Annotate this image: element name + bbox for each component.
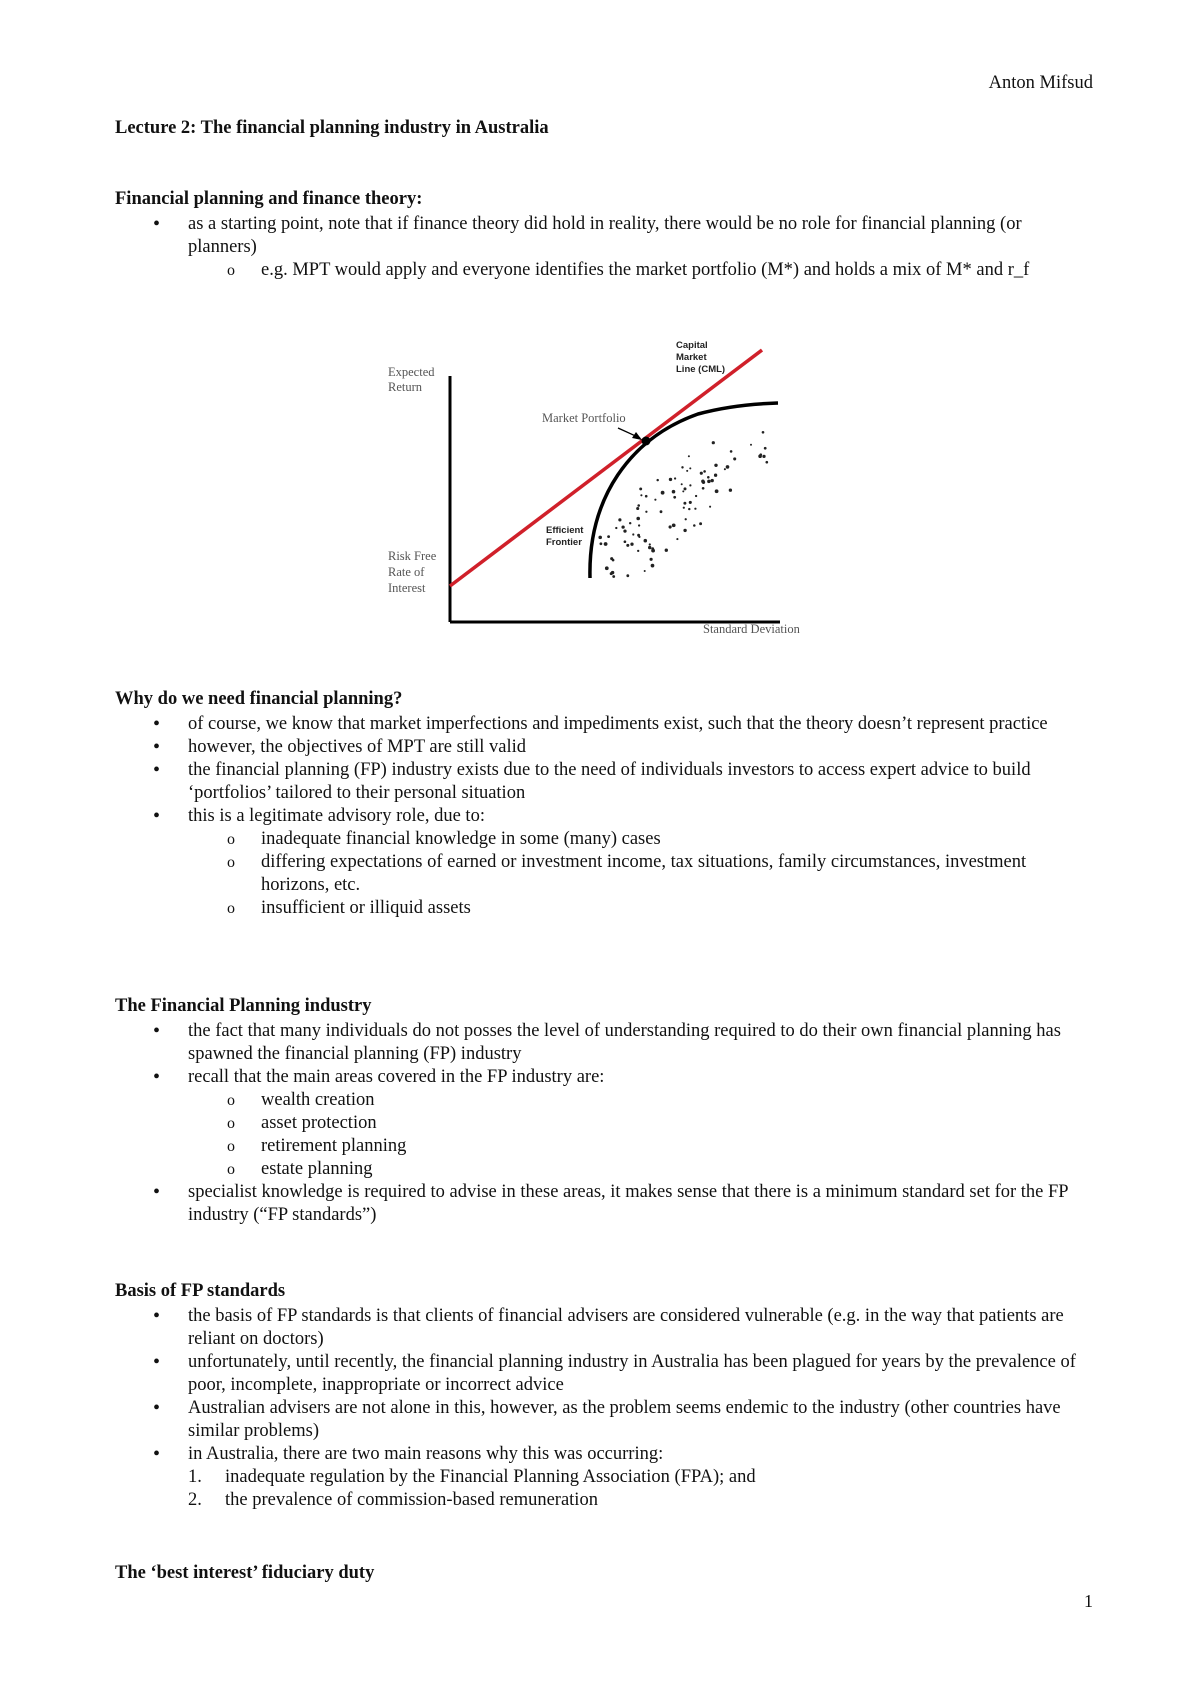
- item-number: 2.: [188, 1490, 202, 1510]
- portfolio-dot: [701, 480, 705, 484]
- portfolio-dot: [604, 542, 608, 546]
- bullet-item: • specialist knowledge is required to advise in these areas, it makes sense that there is a minimum standard set for the FP industry (“FP standards”): [115, 1181, 1090, 1227]
- portfolio-dot: [765, 461, 768, 464]
- bullet-item: • of course, we know that market imperfections and impediments exist, such that the theory doesn’t represent practice: [115, 713, 1090, 736]
- portfolio-dot: [639, 487, 642, 490]
- portfolio-dot: [637, 504, 640, 507]
- portfolio-dot: [626, 574, 629, 577]
- portfolio-dot: [688, 508, 690, 510]
- risk-free-label-line1: Risk Free: [388, 549, 437, 563]
- sub-bullet-item: o insufficient or illiquid assets: [115, 897, 1090, 920]
- portfolio-dot: [623, 529, 626, 532]
- portfolio-dot: [700, 472, 703, 475]
- portfolio-dot: [762, 455, 765, 458]
- portfolio-dot: [605, 566, 609, 570]
- portfolio-dot: [612, 575, 615, 578]
- portfolio-dot: [689, 501, 692, 504]
- portfolio-dot: [624, 540, 627, 543]
- y-axis-label-line2: Return: [388, 380, 423, 394]
- numbered-item: [115, 1489, 1090, 1512]
- section-heading: The ‘best interest’ fiduciary duty: [115, 1563, 375, 1583]
- section-basis-fp-standards: [115, 1280, 1090, 1512]
- portfolio-dot: [711, 479, 714, 482]
- section-heading: Why do we need financial planning?: [115, 689, 403, 709]
- portfolio-dot: [685, 518, 687, 520]
- portfolio-dot: [750, 444, 752, 446]
- bullet-item: • in Australia, there are two main reasons why this was occurring:: [115, 1443, 1090, 1466]
- bullet-item: • unfortunately, until recently, the financial planning industry in Australia has been plagued for years by the prevalence of poor, incomplete, inappropriate or incorrect advice: [115, 1351, 1090, 1397]
- portfolio-dot: [637, 550, 639, 552]
- portfolio-dot: [683, 507, 685, 509]
- portfolio-dot: [612, 559, 615, 562]
- portfolio-dot: [656, 479, 658, 481]
- bullet-list: [115, 1020, 1090, 1227]
- section-finance-theory: [115, 188, 1090, 282]
- portfolio-dot: [683, 502, 686, 505]
- portfolio-dot: [760, 453, 763, 456]
- portfolio-dot: [661, 491, 665, 495]
- efficient-frontier-curve: [590, 403, 778, 578]
- sub-bullet-item: o inadequate financial knowledge in some (many) cases: [115, 828, 1090, 851]
- section-best-interest-duty: [115, 1562, 1090, 1587]
- portfolio-dot: [621, 525, 624, 528]
- capital-market-line-figure: [380, 328, 840, 648]
- section-heading: Financial planning and finance theory:: [115, 189, 423, 209]
- portfolio-dot: [611, 571, 614, 574]
- item-number: 1.: [188, 1467, 202, 1487]
- x-axis-label: Standard Deviation: [703, 622, 800, 636]
- portfolio-dot: [629, 522, 631, 524]
- portfolio-dot: [715, 489, 719, 493]
- item-text: the prevalence of commission-based remuneration: [225, 1490, 598, 1510]
- bullet-item: • the basis of FP standards is that clients of financial advisers are considered vulnerable (e.g. in the way that patients are reliant on doctors): [115, 1305, 1090, 1351]
- portfolio-dot: [607, 535, 610, 538]
- sub-bullet-item: o retirement planning: [115, 1135, 1090, 1158]
- portfolio-dot: [714, 474, 717, 477]
- cml-diagram: [380, 328, 840, 648]
- efficient-frontier-label-line1: Efficient: [546, 525, 584, 536]
- bullet-list: [115, 713, 1090, 920]
- portfolio-dot: [650, 558, 653, 561]
- cml-label-line1: Capital: [676, 340, 708, 351]
- portfolio-dot: [694, 508, 696, 510]
- bullet-item: • Australian advisers are not alone in this, however, as the problem seems endemic to the industry (other countries have similar problems): [115, 1397, 1090, 1443]
- portfolio-dot: [651, 564, 655, 568]
- portfolio-dot: [651, 549, 655, 553]
- page-number: 1: [1084, 1591, 1093, 1611]
- portfolio-dot: [733, 457, 736, 460]
- risk-free-label-line3: Interest: [388, 581, 426, 595]
- portfolio-dot: [681, 466, 683, 468]
- portfolio-dot: [672, 523, 676, 527]
- portfolio-dot: [618, 518, 621, 521]
- portfolio-dot: [669, 525, 672, 528]
- market-portfolio-label: Market Portfolio: [542, 411, 626, 425]
- section-heading: The Financial Planning industry: [115, 996, 372, 1016]
- numbered-item: [115, 1466, 1090, 1489]
- risk-free-label-line2: Rate of: [388, 565, 425, 579]
- portfolio-dot: [762, 431, 765, 434]
- portfolio-dot: [709, 506, 711, 508]
- portfolio-dot: [699, 522, 702, 525]
- portfolio-dot: [598, 536, 602, 540]
- portfolio-dot: [707, 476, 710, 479]
- bullet-list: [115, 213, 1090, 282]
- portfolio-dot: [686, 470, 688, 472]
- bullet-item: • this is a legitimate advisory role, due to:: [115, 805, 1090, 828]
- arrow-head: [632, 432, 642, 440]
- portfolio-dot: [676, 538, 678, 540]
- y-axis-label-line1: Expected: [388, 365, 435, 379]
- sub-bullet-item: o asset protection: [115, 1112, 1090, 1135]
- portfolio-dot: [672, 490, 676, 494]
- portfolio-dot: [689, 484, 691, 486]
- portfolio-dot: [714, 464, 717, 467]
- portfolio-dot: [684, 487, 687, 490]
- portfolio-dot: [726, 465, 730, 469]
- portfolio-dot: [682, 490, 684, 492]
- item-text: inadequate regulation by the Financial Planning Association (FPA); and: [225, 1467, 756, 1487]
- portfolio-dot: [674, 477, 676, 479]
- portfolio-dot: [645, 495, 648, 498]
- sub-bullet-item: o e.g. MPT would apply and everyone identifies the market portfolio (M*) and holds a mix of M* and r_f: [115, 259, 1090, 282]
- portfolio-dot: [600, 542, 603, 545]
- portfolio-dot: [729, 489, 732, 492]
- portfolio-dot: [630, 543, 633, 546]
- cml-label-line3: Line (CML): [676, 364, 726, 375]
- portfolio-dot: [689, 467, 691, 469]
- section-fp-industry: [115, 995, 1090, 1227]
- portfolio-dot: [707, 480, 711, 484]
- portfolio-dot: [644, 539, 648, 543]
- portfolio-dot: [640, 494, 642, 496]
- bullet-item: • the financial planning (FP) industry exists due to the need of individuals investors to access expert advice to build ‘portfolios’ tailored to their personal situation: [115, 759, 1090, 805]
- lecture-title: Lecture 2: The financial planning industry in Australia: [115, 118, 549, 138]
- portfolio-dot: [673, 496, 676, 499]
- bullet-item: • however, the objectives of MPT are still valid: [115, 736, 1090, 759]
- portfolio-dot: [638, 524, 640, 526]
- portfolio-dot: [681, 483, 683, 485]
- portfolio-dot: [632, 533, 634, 535]
- section-heading: Basis of FP standards: [115, 1281, 286, 1301]
- portfolio-dot: [648, 546, 651, 549]
- portfolio-dot: [669, 478, 672, 481]
- cml-label-line2: Market: [676, 352, 707, 363]
- portfolio-dot: [665, 549, 668, 552]
- portfolio-dot: [712, 441, 715, 444]
- portfolio-dot: [724, 468, 726, 470]
- author-name: Anton Mifsud: [988, 73, 1093, 93]
- portfolio-dot: [695, 495, 697, 497]
- portfolio-dot: [688, 455, 690, 457]
- portfolio-dot: [645, 511, 647, 513]
- market-portfolio-point: [642, 437, 651, 446]
- portfolio-dot: [660, 510, 663, 513]
- portfolio-dot: [693, 524, 696, 527]
- bullet-item: • the fact that many individuals do not posses the level of understanding required to do their own financial planning has spawned the financial planning (FP) industry: [115, 1020, 1090, 1066]
- portfolio-dot: [764, 447, 767, 450]
- bullet-item: • recall that the main areas covered in the FP industry are:: [115, 1066, 1090, 1089]
- portfolio-dot: [730, 450, 733, 453]
- sub-bullet-item: o wealth creation: [115, 1089, 1090, 1112]
- bullet-item: • as a starting point, note that if finance theory did hold in reality, there would be no role for financial planning (or planners): [115, 213, 1090, 259]
- portfolio-dot: [636, 517, 640, 521]
- capital-market-line: [450, 350, 762, 586]
- efficient-frontier-label-line2: Frontier: [546, 537, 582, 548]
- portfolio-dot: [703, 470, 706, 473]
- portfolio-dot: [644, 570, 646, 572]
- portfolio-dot: [654, 499, 656, 501]
- portfolio-dot: [637, 534, 640, 537]
- portfolio-dot: [702, 487, 705, 490]
- portfolio-dot: [626, 544, 629, 547]
- section-why-financial-planning: [115, 688, 1090, 920]
- sub-bullet-item: o estate planning: [115, 1158, 1090, 1181]
- portfolio-dot: [683, 529, 686, 532]
- portfolio-dot: [649, 543, 651, 545]
- sub-bullet-item: o differing expectations of earned or investment income, tax situations, family circumstances, investment horizons, etc.: [115, 851, 1090, 897]
- bullet-list: [115, 1305, 1090, 1512]
- portfolio-dot: [636, 507, 639, 510]
- portfolio-dot: [615, 527, 617, 529]
